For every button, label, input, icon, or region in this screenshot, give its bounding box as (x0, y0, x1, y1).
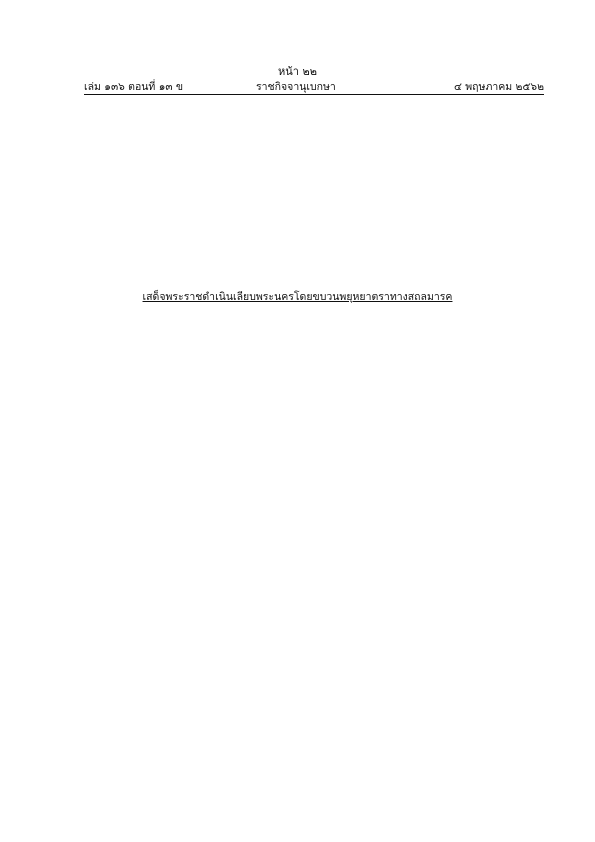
header-rule (84, 94, 544, 95)
section-title: เสด็จพระราชดำเนินเลียบพระนครโดยขบวนพยุหยาตราทางสถลมารค (142, 291, 453, 303)
page-number: หน้า ๒๒ (278, 65, 317, 78)
publication-date: ๔ พฤษภาคม ๒๕๖๒ (453, 81, 544, 93)
volume-issue: เล่ม ๑๓๖ ตอนที่ ๑๓ ข (84, 81, 184, 93)
publication-name: ราชกิจจานุเบกษา (256, 81, 336, 93)
